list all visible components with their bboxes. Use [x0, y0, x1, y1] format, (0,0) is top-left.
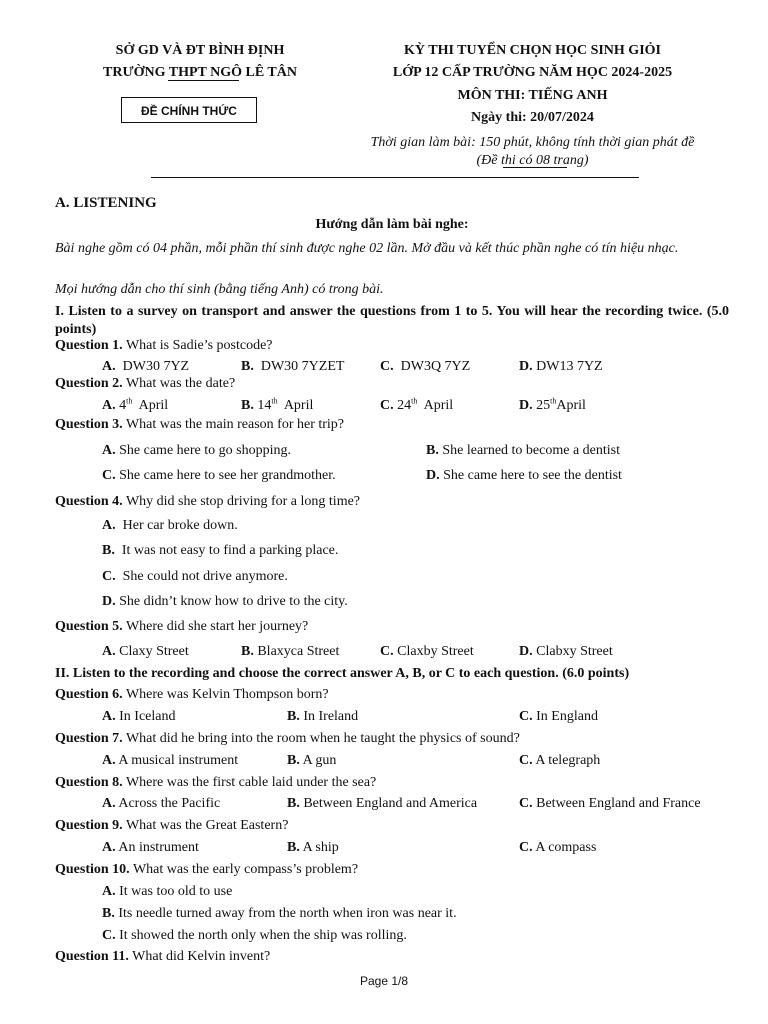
exam-subject: MÔN THI: TIẾNG ANH: [457, 88, 608, 103]
option-d: D. She didn’t know how to drive to the city.: [102, 594, 348, 609]
header-rule: [151, 177, 639, 178]
option-a: A. It was too old to use: [102, 884, 233, 899]
option-c: C. Claxby Street: [380, 644, 474, 659]
option-b: B. 14th April: [241, 396, 314, 413]
option-b: B. Its needle turned away from the north when iron was near it.: [102, 906, 457, 921]
option-b: B. A gun: [287, 753, 337, 768]
exam-grade: LỚP 12 CẤP TRƯỜNG NĂM HỌC 2024-2025: [392, 65, 673, 80]
option-b: B. DW30 7YZET: [241, 359, 345, 374]
option-b: B. A ship: [287, 840, 339, 855]
option-a: A. She came here to go shopping.: [102, 443, 291, 458]
option-b: B. She learned to become a dentist: [426, 443, 621, 458]
option-d: D. 25thApril: [519, 396, 586, 413]
option-c: C. A telegraph: [519, 753, 601, 768]
option-b: B. In Ireland: [287, 709, 359, 724]
part2-instruction: II. Listen to the recording and choose the correct answer A, B, or C to each question. (6.0 points): [55, 666, 630, 681]
question-5: Question 5. Where did she start her journey?: [55, 619, 309, 634]
exam-time: Thời gian làm bài: 150 phút, không tính thời gian phát đề: [370, 135, 695, 150]
question-10: Question 10. What was the early compass’s problem?: [55, 862, 359, 877]
question-9: Question 9. What was the Great Eastern?: [55, 818, 289, 833]
school-underline: [168, 80, 239, 81]
question-6: Question 6. Where was Kelvin Thompson born?: [55, 687, 329, 702]
option-d: D. Clabxy Street: [519, 644, 613, 659]
option-b: B. Blaxyca Street: [241, 644, 340, 659]
question-3: Question 3. What was the main reason for her trip?: [55, 417, 345, 432]
option-d: D. She came here to see the dentist: [426, 468, 622, 483]
option-a: A. Across the Pacific: [102, 796, 221, 811]
guide-title: Hướng dẫn làm bài nghe:: [315, 217, 469, 232]
option-a: A. Her car broke down.: [102, 518, 238, 533]
page-count-underline: [503, 167, 567, 168]
option-a: A. DW30 7YZ: [102, 359, 190, 374]
option-c: C. DW3Q 7YZ: [380, 359, 471, 374]
question-2: Question 2. What was the date?: [55, 376, 236, 391]
option-c: C. In England: [519, 709, 598, 724]
school-name: TRƯỜNG THPT NGÔ LÊ TÂN: [103, 65, 297, 80]
section-title: A. LISTENING: [55, 195, 157, 211]
question-7: Question 7. What did he bring into the room when he taught the physics of sound?: [55, 731, 520, 746]
option-a: A. A musical instrument: [102, 753, 239, 768]
question-4: Question 4. Why did she stop driving for a long time?: [55, 494, 361, 509]
option-c: C. A compass: [519, 840, 597, 855]
option-c: C. It showed the north only when the ship was rolling.: [102, 928, 407, 943]
department-name: SỞ GD VÀ ĐT BÌNH ĐỊNH: [115, 43, 285, 58]
exam-date: Ngày thi: 20/07/2024: [471, 110, 594, 125]
question-11: Question 11. What did Kelvin invent?: [55, 949, 271, 964]
guide-text-1: Bài nghe gồm có 04 phần, mỗi phần thí sinh được nghe 02 lần. Mở đầu và kết thúc phần nghe có tín hiệu nhạc.: [55, 241, 679, 256]
option-c: C. 24th April: [380, 396, 454, 413]
option-a: A. An instrument: [102, 840, 199, 855]
page-number: Page 1/8: [359, 974, 409, 988]
question-1: [55, 338, 273, 354]
option-b: B. Between England and America: [287, 796, 478, 811]
guide-text-2: Mọi hướng dẫn cho thí sinh (bằng tiếng Anh) có trong bài.: [55, 282, 384, 297]
option-b: B. It was not easy to find a parking place.: [102, 543, 339, 558]
option-a: A. In Iceland: [102, 709, 176, 724]
option-c: C. Between England and France: [519, 796, 701, 811]
question-label: Question 1.: [55, 338, 123, 353]
option-c: C. She could not drive anymore.: [102, 569, 288, 584]
exam-title: KỲ THI TUYỂN CHỌN HỌC SINH GIỎI: [404, 43, 661, 58]
option-a: A. Claxy Street: [102, 644, 189, 659]
option-d: D. DW13 7YZ: [519, 359, 603, 374]
page-count: (Đề thi có 08 trang): [476, 153, 589, 168]
option-a: A. 4th April: [102, 396, 169, 413]
official-stamp: ĐỀ CHÍNH THỨC: [121, 97, 257, 123]
option-c: C. She came here to see her grandmother.: [102, 468, 336, 483]
part1-instruction: I. Listen to a survey on transport and answer the questions from 1 to 5. You will hear the recording twice. (5.0 points): [55, 304, 729, 337]
question-text: What is Sadie’s postcode?: [125, 338, 273, 353]
question-8: Question 8. Where was the first cable laid under the sea?: [55, 775, 377, 790]
